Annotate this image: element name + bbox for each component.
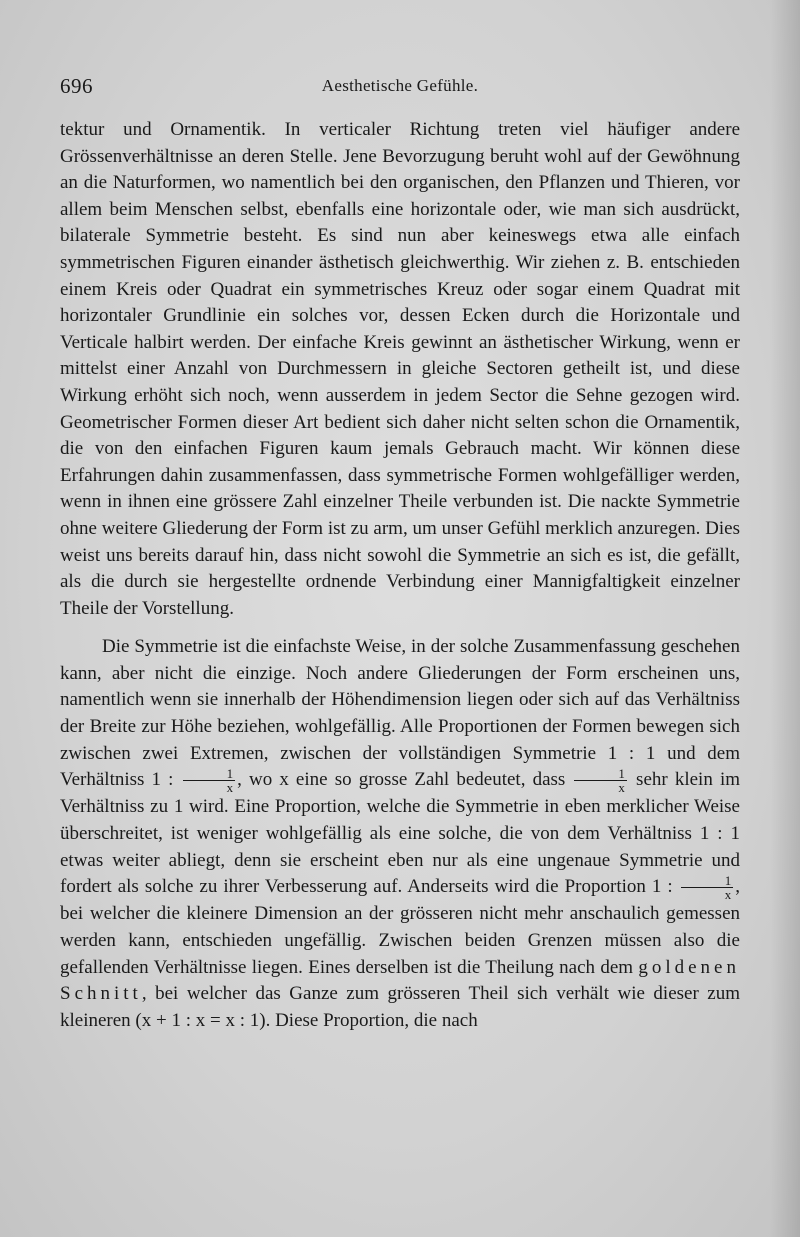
fraction-denominator: x (226, 780, 234, 796)
fraction-1-over-x (681, 874, 734, 901)
fraction-denominator: x (618, 780, 625, 796)
fraction-numerator: 1 (183, 767, 236, 781)
paragraph-1: tektur und Ornamentik. In verticaler Richtung treten viel häufiger andere Grössenverhältnisse an deren Stelle. Jene Bevorzugung beruht wohl auf der Gewöhnung an die Naturformen, wo namentlich bei den organischen, den Pflanzen und Thieren, vor allem beim Menschen selbst, ebenfalls eine horizontale oder, wie man sich ausdrückt, bilaterale Symmetrie besteht. Es sind nun aber keineswegs etwa alle einfach symmetrischen Figuren einander ästhetisch gleichwerthig. Wir ziehen z. B. entschieden einem Kreis oder Quadrat ein symmetrisches Kreuz oder sogar einem Quadrat mit horizontaler Grundlinie ein solches vor, dessen Ecken durch die Horizontale und Verticale halbirt werden. Der einfache Kreis gewinnt an ästhetischer Wirkung, wenn er mittelst einer Anzahl von Durchmessern in gleiche Sectoren getheilt ist, und diese Wirkung erhöht sich noch, wenn ausserdem in jedem Sector die Sehne gezogen wird. Geometrischer Formen dieser Art bedient sich daher nicht selten schon die Ornamentik, die von den einfachen Figuren kaum jemals Gebrauch macht. Wir können diese Erfahrungen dahin zusammenfassen, dass symmetrische Formen wohlgefälliger werden, wenn in ihnen eine grössere Zahl einzelner Theile verbunden ist. Die nackte Symmetrie ohne weitere Gliederung der Form ist zu arm, um unser Gefühl merklich anzuregen. Dies weist uns bereits darauf hin, dass nicht sowohl die Symmetrie an sich es ist, die gefällt, als die durch sie hergestellte ordnende Verbindung einer Mannigfaltigkeit einzelner Theile der Vorstellung. (60, 119, 740, 619)
paragraph-2-part-5: , bei welcher das Ganze zum grösseren Theil sich verhält wie dieser zum kleineren (x + 1 : x = x : 1). Diese Proportion, die nach (60, 983, 740, 1031)
page-header (60, 74, 740, 100)
paragraph-2-part-2: , wo x eine so grosse Zahl bedeutet, dass (237, 769, 573, 791)
fraction-numerator: 1 (574, 767, 627, 781)
paragraph-2-part-4: , bei welcher die kleinere Dimension an der grösseren nicht mehr anschaulich gemessen werden kann, entschieden ungefällig. Zwischen beiden Grenzen müssen also die gefallenden Verhältnisse liegen. Eines derselben ist die Theilung nach dem (60, 876, 740, 978)
page-number: 696 (60, 74, 93, 98)
spaced-term-goldener-schnitt: goldenen Schnitt (60, 956, 740, 1005)
fraction-numerator: 1 (681, 874, 734, 888)
body-text (60, 117, 740, 1034)
paragraph-2 (60, 634, 740, 1034)
fraction-1-over-x (183, 767, 236, 794)
paragraph-2-part-1: Die Symmetrie ist die einfachste Weise, in der solche Zusammenfassung geschehen kann, aber nicht die einzige. Noch andere Gliederungen der Form erscheinen uns, namentlich wenn sie innerhalb der Höhendimension liegen oder sich auf das Verhältniss der Breite zur Höhe beziehen, wohlgefällig. Alle Proportionen der Formen bewegen sich zwischen zwei Extremen, zwischen der vollständigen Symmetrie 1 : 1 und dem Verhältniss 1 : (60, 636, 740, 791)
page-edge-shadow (770, 0, 800, 1237)
fraction-1-over-x (574, 767, 627, 794)
fraction-denominator: x (724, 887, 732, 903)
paragraph-2-part-3: sehr klein im Verhältniss zu 1 wird. Eine Proportion, welche die Symmetrie in eben merklicher Weise überschreitet, ist weniger wohlgefällig als eine solche, die von dem Verhältniss 1 : 1 etwas weiter abliegt, denn sie erscheint eben nur als eine ungenaue Symmetrie und fordert als solche zu ihrer Verbesserung auf. Anderseits wird die Proportion 1 : (60, 769, 740, 898)
running-title: Aesthetische Gefühle. (321, 76, 479, 95)
